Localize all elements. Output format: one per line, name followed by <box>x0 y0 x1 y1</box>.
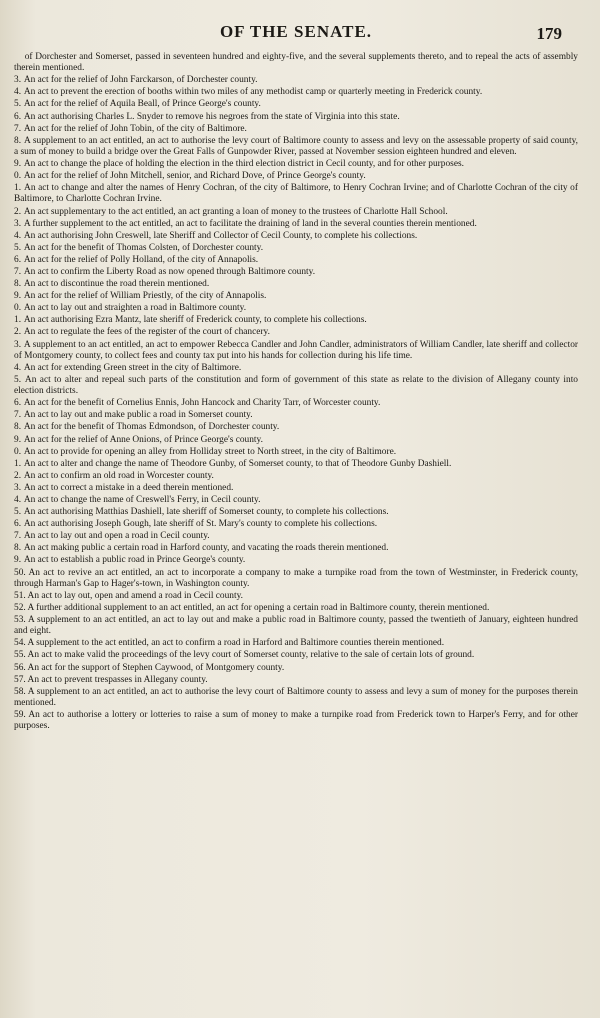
act-entry <box>14 471 578 482</box>
act-number: 6. <box>14 398 22 409</box>
act-entry <box>14 327 578 338</box>
act-text: A supplement to the act entitled, an act to confirm a road in Harford and Baltimore counties therein mentioned. <box>27 638 445 649</box>
act-entry <box>14 112 578 123</box>
act-text: An act authorising Ezra Mantz, late sheriff of Frederick county, to complete his collections. <box>23 315 367 326</box>
act-text: An act for the support of Stephen Caywood, of Montgomery county. <box>27 662 285 673</box>
act-number: 7. <box>14 531 22 542</box>
act-number: 57. <box>14 674 26 685</box>
act-text: An act to change the name of Creswell's Ferry, in Cecil county. <box>23 495 261 506</box>
act-list <box>14 52 578 732</box>
act-number: 4. <box>14 362 22 373</box>
act-entry <box>14 687 578 709</box>
act-entry <box>14 663 578 674</box>
act-text: An act to lay out and straighten a road in Baltimore county. <box>23 303 247 314</box>
act-text: An act to authorise a lottery or lotteries to raise a sum of money to make a turnpike road from Frederick town to Harper's Ferry, and for other purposes. <box>14 710 578 732</box>
act-entry <box>14 543 578 554</box>
act-text: An act to discontinue the road therein mentioned. <box>23 279 210 290</box>
act-text: A supplement to an act entitled, an act to authorise the levy court of Baltimore county to assess and levy on the assessable property of said county, a sum of money to build a bridge over the Great Falls of Gunpowder River, passed at November session eighteen hundred and eleven. <box>14 135 578 157</box>
act-text: An act making public a certain road in Harford county, and vacating the roads therein mentioned. <box>23 543 389 554</box>
act-entry <box>14 555 578 566</box>
act-entry <box>14 650 578 661</box>
act-number: 5. <box>14 242 22 253</box>
act-text: An act to change and alter the names of Henry Cochran, of the city of Baltimore, to Henry Cochran Irvine; and of Charlotte Cochran of the city of Baltimore, to Charlotte Cochran Irvine. <box>14 183 578 205</box>
act-number: 2. <box>14 470 22 481</box>
act-text: An act for the relief of John Farckarson, of Dorchester county. <box>23 75 258 86</box>
act-entry <box>14 52 578 74</box>
act-entry <box>14 303 578 314</box>
act-text: An act to lay out and make public a road in Somerset county. <box>23 410 253 421</box>
act-entry <box>14 219 578 230</box>
act-number: 6. <box>14 519 22 530</box>
act-text: An act to alter and repeal such parts of the constitution and form of government of this state as relate to the division of Allegany county into election districts. <box>14 374 578 397</box>
act-entry <box>14 447 578 458</box>
act-text: A further supplement to the act entitled, an act to facilitate the draining of land in the several counties therein mentioned. <box>23 218 477 229</box>
act-text: An act to provide for opening an alley from Holliday street to North street, in the city of Baltimore. <box>23 446 397 457</box>
act-number: 54. <box>14 638 26 649</box>
act-text: of Dorchester and Somerset, passed in seventeen hundred and eighty-five, and the several supplements thereto, and to repeal the acts of assembly therein mentioned. <box>14 52 578 74</box>
act-number: 0. <box>14 171 22 182</box>
act-entry <box>14 255 578 266</box>
act-entry <box>14 267 578 278</box>
act-text: An act to confirm the Liberty Road as now opened through Baltimore county. <box>23 267 316 278</box>
act-number: 52. <box>14 602 26 613</box>
act-text: An act to lay out, open and amend a road in Cecil county. <box>27 590 244 601</box>
act-entry <box>14 340 578 362</box>
act-text: An act to correct a mistake in a deed therein mentioned. <box>23 482 234 493</box>
act-entry <box>14 279 578 290</box>
act-text: An act to prevent trespasses in Allegany county. <box>27 674 208 685</box>
act-entry <box>14 638 578 649</box>
act-number: 8. <box>14 135 22 146</box>
act-entry <box>14 495 578 506</box>
act-entry <box>14 363 578 374</box>
act-entry <box>14 591 578 602</box>
act-entry <box>14 675 578 686</box>
act-number: 9. <box>14 434 22 445</box>
act-entry <box>14 459 578 470</box>
act-number: 0. <box>14 446 22 457</box>
act-number: 6. <box>14 111 22 122</box>
act-text: An act for the relief of Polly Holland, of the city of Annapolis. <box>23 254 259 265</box>
act-number: 58. <box>14 686 26 697</box>
act-number: 9. <box>14 555 22 566</box>
act-entry <box>14 507 578 518</box>
act-entry <box>14 422 578 433</box>
act-text: An act for the relief of John Tobin, of the city of Baltimore. <box>23 123 247 134</box>
act-entry <box>14 171 578 182</box>
act-entry <box>14 87 578 98</box>
act-entry <box>14 75 578 86</box>
act-text: An act to regulate the fees of the register of the court of chancery. <box>23 327 270 338</box>
act-text: An act to make valid the proceedings of the levy court of Somerset county, relative to the sale of certain lots of ground. <box>27 650 475 661</box>
act-number: 7. <box>14 267 22 278</box>
act-entry <box>14 315 578 326</box>
act-number: 5. <box>14 99 22 110</box>
act-text: An act authorising John Creswell, late Sheriff and Collector of Cecil County, to complete his collections. <box>23 230 418 241</box>
act-number: 3. <box>14 339 22 350</box>
act-number: 6. <box>14 254 22 265</box>
page-header <box>14 22 578 52</box>
act-number: 53. <box>14 615 26 626</box>
act-entry <box>14 435 578 446</box>
act-text: A supplement to an act entitled, an act to authorise the levy court of Baltimore county to assess and levy a sum of money for the purposes therein mentioned. <box>14 686 578 708</box>
act-text: An act for the relief of William Priestly, of the city of Annapolis. <box>23 291 267 302</box>
act-entry <box>14 615 578 637</box>
act-text: An act for the relief of Anne Onions, of Prince George's county. <box>23 434 263 445</box>
act-entry <box>14 243 578 254</box>
act-text: An act to revive an act entitled, an act to incorporate a company to make a turnpike road from the town of Westminster, in Frederick county, through Harman's Gap to Hager's-town, in Washington county. <box>14 567 578 589</box>
act-text: An act to change the place of holding the election in the third election district in Cecil county, and for other purposes. <box>23 159 464 170</box>
act-number: 3. <box>14 218 22 229</box>
act-entry <box>14 398 578 409</box>
act-number: 4. <box>14 87 22 98</box>
act-text: An act for the relief of Aquila Beall, of Prince George's county. <box>23 99 261 110</box>
act-entry <box>14 291 578 302</box>
act-number: 55. <box>14 650 26 661</box>
act-entry <box>14 519 578 530</box>
act-text: An act for the benefit of Thomas Edmondson, of Dorchester county. <box>23 422 280 433</box>
act-number: 9. <box>14 291 22 302</box>
act-number: 1. <box>14 183 22 194</box>
act-number: 9. <box>14 159 22 170</box>
act-number: 4. <box>14 230 22 241</box>
act-entry <box>14 207 578 218</box>
act-entry <box>14 136 578 158</box>
act-number: 8. <box>14 279 22 290</box>
act-number: 2. <box>14 327 22 338</box>
act-text: An act for the relief of John Mitchell, senior, and Richard Dove, of Prince George's county. <box>23 171 366 182</box>
act-number: 1. <box>14 315 22 326</box>
act-entry <box>14 183 578 205</box>
act-text: An act to alter and change the name of Theodore Gunby, of Somerset county, to that of Theodore Gunby Dashiell. <box>23 458 452 469</box>
act-number: 4. <box>14 495 22 506</box>
act-text: An act authorising Joseph Gough, late sheriff of St. Mary's county to complete his collections. <box>23 519 378 530</box>
act-number: 7. <box>14 410 22 421</box>
act-entry <box>14 710 578 732</box>
act-number: 5. <box>14 507 22 518</box>
act-number: 8. <box>14 543 22 554</box>
act-entry <box>14 124 578 135</box>
act-text: A supplement to an act entitled, an act to empower Rebecca Candler and John Candler, administrators of William Candler, late sheriff and collector of Montgomery county, to collect fees and county tax put into his hands for collection during his life time. <box>14 339 578 361</box>
act-text: An act for extending Green street in the city of Baltimore. <box>23 362 242 373</box>
act-number: 59. <box>14 710 26 721</box>
act-number: 7. <box>14 123 22 134</box>
act-number: 0. <box>14 303 22 314</box>
act-text: An act to lay out and open a road in Cecil county. <box>23 531 210 542</box>
act-text: A further additional supplement to an act entitled, an act for opening a certain road in Baltimore county, therein mentioned. <box>27 602 490 613</box>
act-entry <box>14 568 578 590</box>
act-entry <box>14 159 578 170</box>
act-number: 8. <box>14 422 22 433</box>
page-number: 179 <box>536 24 562 43</box>
act-number: 50. <box>14 567 26 578</box>
act-entry <box>14 375 578 397</box>
act-number: 3. <box>14 482 22 493</box>
act-text: An act to prevent the erection of booths within two miles of any methodist camp or quarterly meeting in Frederick county. <box>23 87 483 98</box>
act-entry <box>14 99 578 110</box>
act-entry <box>14 231 578 242</box>
act-number: 56. <box>14 662 26 673</box>
act-text: An act for the benefit of Thomas Colsten, of Dorchester county. <box>23 242 264 253</box>
act-entry <box>14 483 578 494</box>
act-text: An act for the benefit of Cornelius Ennis, John Hancock and Charity Tarr, of Worcester county. <box>23 398 381 409</box>
act-entry <box>14 410 578 421</box>
act-number: 5. <box>14 374 22 385</box>
act-text: An act authorising Charles L. Snyder to remove his negroes from the state of Virginia into this state. <box>23 111 400 122</box>
act-text: An act authorising Matthias Dashiell, late sheriff of Somerset county, to complete his collections. <box>23 507 389 518</box>
act-text: An act to establish a public road in Prince George's county. <box>23 555 246 566</box>
act-text: An act supplementary to the act entitled, an act granting a loan of money to the trustees of Charlotte Hall School. <box>23 206 448 217</box>
act-number: 3. <box>14 75 22 86</box>
act-number: 2. <box>14 206 22 217</box>
act-text: An act to confirm an old road in Worcester county. <box>23 470 214 481</box>
act-text: A supplement to an act entitled, an act to lay out and make a public road in Baltimore county, passed the twentieth of January, eighteen hundred and eight. <box>14 615 578 637</box>
act-entry <box>14 531 578 542</box>
act-number: 1. <box>14 458 22 469</box>
page-title: OF THE SENATE. <box>219 22 373 41</box>
act-number: 51. <box>14 590 26 601</box>
act-entry <box>14 603 578 614</box>
